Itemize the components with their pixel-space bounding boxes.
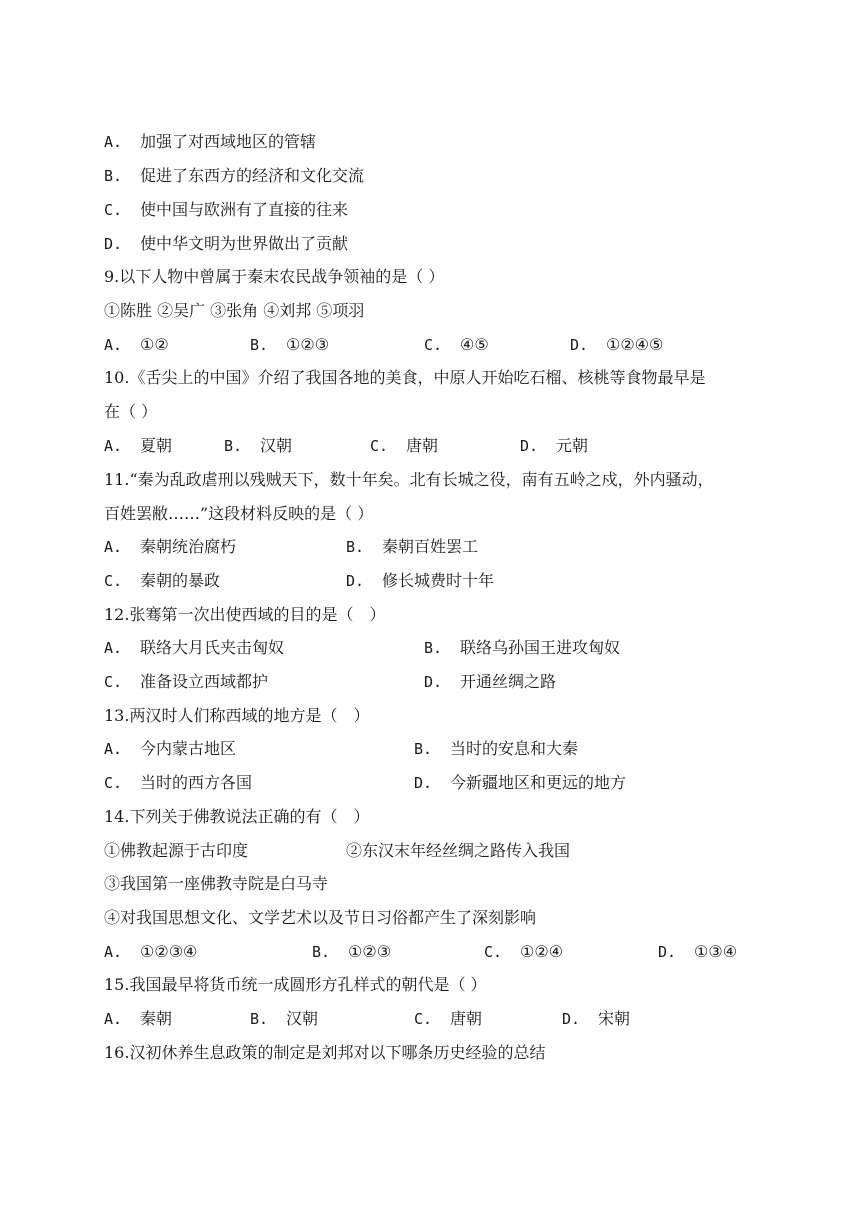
q14-option-d: D. ①③④ <box>658 942 738 961</box>
q10-option-c: C. 唐朝 <box>370 436 439 455</box>
q15-option-a: A. 秦朝 <box>104 1009 173 1028</box>
q13-option-d: D. 今新疆地区和更远的地方 <box>414 773 627 792</box>
q13-stem: 13.两汉时人们称西域的地方是（ ） <box>104 706 370 725</box>
q8-option-d: D. 使中华文明为世界做出了贡献 <box>104 234 349 253</box>
q10-option-d: D. 元朝 <box>520 436 589 455</box>
q12-options-row1 <box>104 637 784 659</box>
q11-stem-line2: 百姓罢敝……”这段材料反映的是（ ） <box>104 504 374 523</box>
q9-option-c: C. ④⑤ <box>424 335 489 354</box>
q12-option-a: A. 联络大月氏夹击匈奴 <box>104 638 285 657</box>
q11-options-row1 <box>104 536 784 558</box>
q15-stem: 15.我国最早将货币统一成圆形方孔样式的朝代是（ ） <box>104 975 487 994</box>
q14-option-b: B. ①②③ <box>312 942 392 961</box>
q14-option-c: C. ①②④ <box>484 942 564 961</box>
q13-options-row1 <box>104 738 784 760</box>
q9-option-a: A. ①② <box>104 335 169 354</box>
q10-stem-line1: 10.《舌尖上的中国》介绍了我国各地的美食，中原人开始吃石榴、核桃等食物最早是 <box>104 368 706 387</box>
q8-option-a: A. 加强了对西域地区的管辖 <box>104 132 317 151</box>
q14-items-row1 <box>104 840 784 862</box>
q14-options <box>104 941 784 963</box>
q11-option-d: D. 修长城费时十年 <box>346 571 495 590</box>
q14-item-3: ③我国第一座佛教寺院是白马寺 <box>104 874 329 893</box>
q14-option-a: A. ①②③④ <box>104 942 198 961</box>
q9-stem: 9.以下人物中曾属于秦末农民战争领袖的是（ ） <box>104 267 445 286</box>
q10-option-a: A. 夏朝 <box>104 436 173 455</box>
q11-option-b: B. 秦朝百姓罢工 <box>346 537 479 556</box>
q10-options <box>104 435 784 457</box>
q9-option-d: D. ①②④⑤ <box>570 335 664 354</box>
q12-option-c: C. 准备设立西域都护 <box>104 672 269 691</box>
q12-option-b: B. 联络乌孙国王进攻匈奴 <box>424 638 621 657</box>
q8-option-b: B. 促进了东西方的经济和文化交流 <box>104 166 365 185</box>
q9-option-b: B. ①②③ <box>250 335 330 354</box>
q13-option-c: C. 当时的西方各国 <box>104 773 253 792</box>
q15-option-c: C. 唐朝 <box>414 1009 483 1028</box>
q14-item-1: ①佛教起源于古印度 <box>104 841 249 860</box>
q8-option-c: C. 使中国与欧洲有了直接的往来 <box>104 200 349 219</box>
q12-option-d: D. 开通丝绸之路 <box>424 672 557 691</box>
q15-options <box>104 1008 784 1030</box>
q14-item-4: ④对我国思想文化、文学艺术以及节日习俗都产生了深刻影响 <box>104 908 537 927</box>
q11-stem-line1: 11.“秦为乱政虐刑以残贼天下，数十年矣。北有长城之役，南有五岭之戍，外内骚动， <box>104 470 714 489</box>
q13-options-row2 <box>104 772 784 794</box>
q9-items: ①陈胜 ②吴广 ③张角 ④刘邦 ⑤项羽 <box>104 301 365 320</box>
q10-option-b: B. 汉朝 <box>224 436 293 455</box>
q11-option-a: A. 秦朝统治腐朽 <box>104 537 237 556</box>
q10-stem-line2: 在（ ） <box>104 402 158 421</box>
q14-item-2: ②东汉末年经丝绸之路传入我国 <box>346 841 571 860</box>
q12-stem: 12.张骞第一次出使西域的目的是（ ） <box>104 605 386 624</box>
q12-options-row2 <box>104 671 784 693</box>
q13-option-b: B. 当时的安息和大秦 <box>414 739 579 758</box>
q11-options-row2 <box>104 570 784 592</box>
q15-option-d: D. 宋朝 <box>562 1009 631 1028</box>
q14-stem: 14.下列关于佛教说法正确的有（ ） <box>104 807 370 826</box>
q9-options <box>104 334 784 356</box>
q15-option-b: B. 汉朝 <box>250 1009 319 1028</box>
q13-option-a: A. 今内蒙古地区 <box>104 739 237 758</box>
q16-stem: 16.汉初休养生息政策的制定是刘邦对以下哪条历史经验的总结 <box>104 1043 546 1062</box>
q11-option-c: C. 秦朝的暴政 <box>104 571 221 590</box>
